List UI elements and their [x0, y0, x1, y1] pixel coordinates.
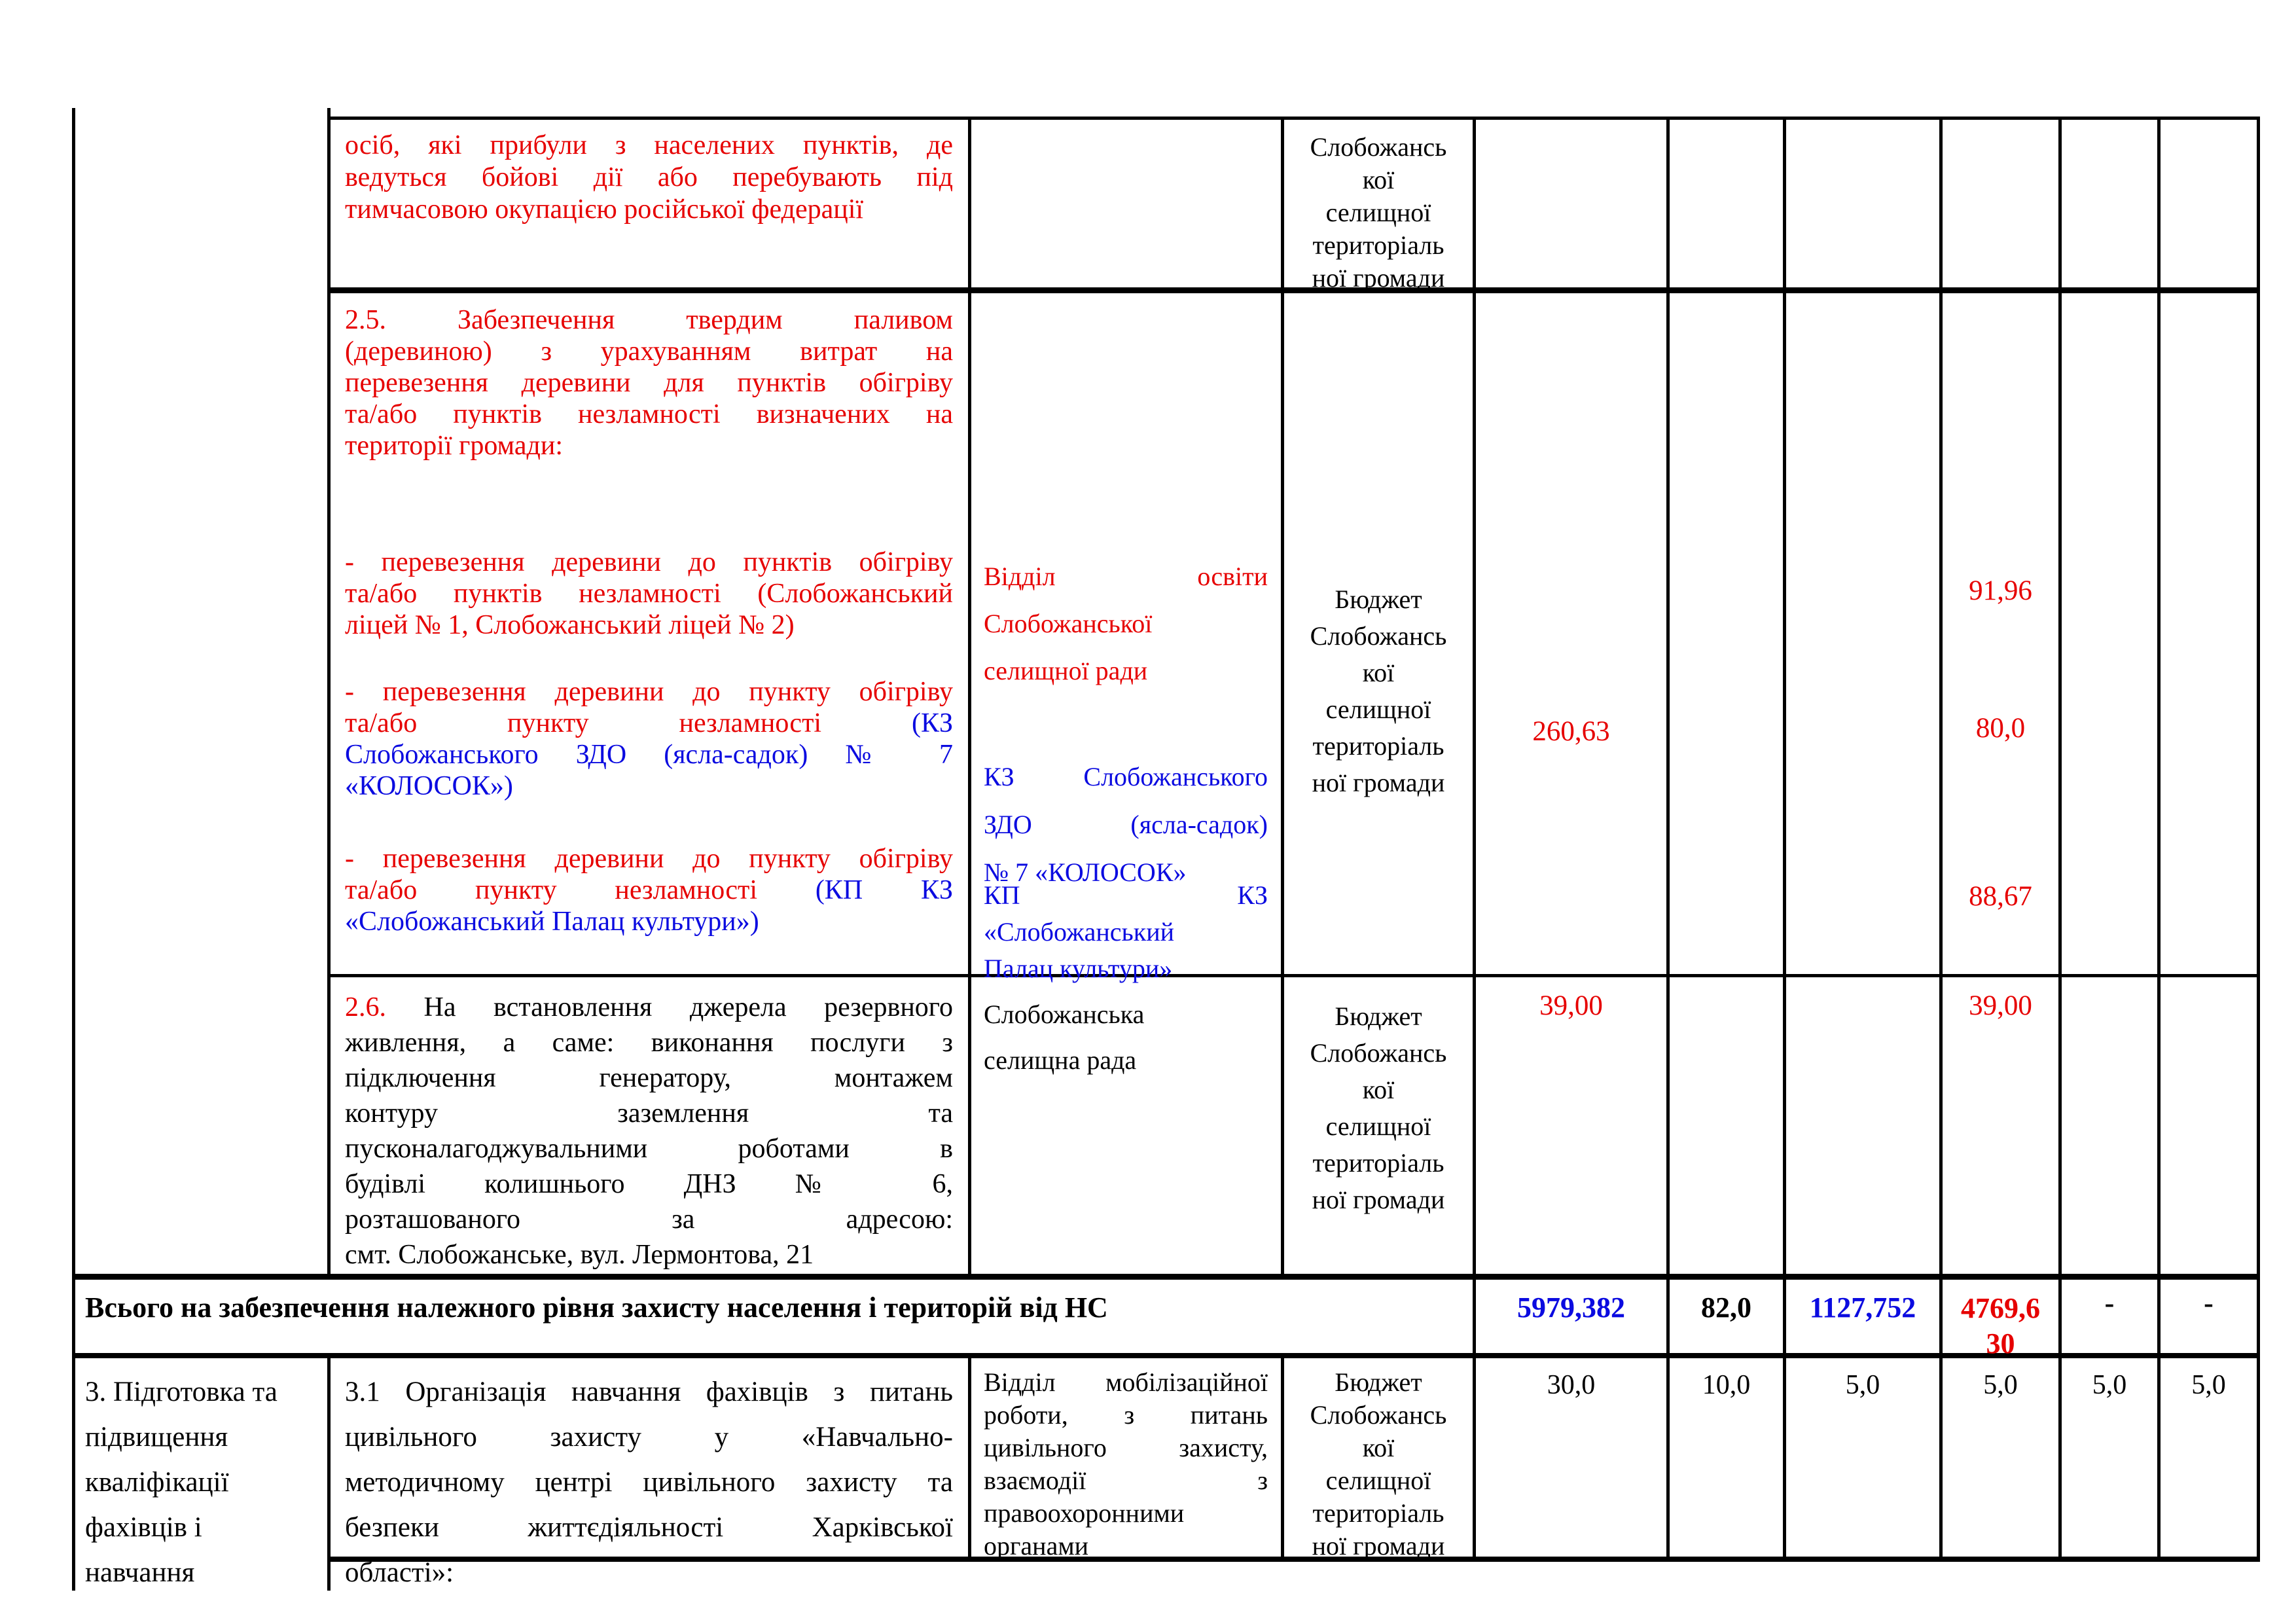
text-line: Бюджет	[1335, 1001, 1422, 1031]
cell-row31-amount-col10: 5,0	[2191, 1370, 2226, 1400]
text-line: - перевезення деревини до пункту обігріву	[345, 844, 953, 874]
text-line: безпеки життєдіяльності Харківської	[345, 1512, 953, 1543]
text-line: «КОЛОСОК»)	[345, 771, 513, 801]
text-line: «Слобожанський	[984, 917, 1175, 947]
table-border-v-col4-right	[1473, 117, 1476, 1558]
table-border-v-col5-right	[1666, 117, 1670, 1558]
cell-row26-funding-source	[1284, 998, 1473, 1218]
cell-row31-amount-total: 30,0	[1547, 1370, 1596, 1400]
text-line: кваліфікації	[85, 1467, 229, 1498]
text-line: КП КЗ	[984, 880, 1268, 910]
text-line: ної громади	[1312, 768, 1445, 797]
text-line: ведуться бойові дії або перебувають під	[345, 162, 953, 192]
cell-row31-amount-col9: 5,0	[2092, 1370, 2127, 1400]
cell-row31-measure-text	[345, 1369, 953, 1595]
text-line: Слобожансь	[1310, 1400, 1447, 1430]
cell-rowA-measure-text	[345, 130, 953, 226]
text-line: селищної	[1325, 198, 1431, 227]
text-line: Слобожанська	[984, 1000, 1145, 1029]
text-blue-part: (КП КЗ	[815, 875, 954, 905]
text-line: Слобожансь	[1310, 132, 1447, 162]
table-border-v-right-edge	[2257, 117, 2260, 1561]
text-line: кої	[1362, 658, 1395, 687]
cell-total-amount-col8	[1943, 1291, 2058, 1362]
text-line: кої	[1362, 1433, 1395, 1462]
text-line	[345, 990, 953, 1025]
cell-row25-org-palace	[984, 877, 1268, 987]
cell-row31-amount-col6: 10,0	[1702, 1370, 1751, 1400]
text-line: цивільного захисту,	[984, 1433, 1268, 1462]
table-border-v-col8-right	[2058, 117, 2062, 1558]
text-line: КЗ Слобожанського	[984, 762, 1268, 791]
table-border-h-total-top	[72, 1274, 2260, 1280]
cell-section3-category	[85, 1369, 321, 1595]
text-line: розташованого за адресою:	[345, 1204, 953, 1235]
text-line: Слобожансь	[1310, 621, 1447, 651]
table-border-h-row25-bottom	[329, 974, 2258, 977]
table-border-v-col6-right	[1783, 117, 1786, 1558]
text-line: Бюджет	[1335, 585, 1422, 614]
cell-row31-funding-source	[1284, 1366, 1473, 1562]
text-line: 3. Підготовка та	[85, 1377, 278, 1407]
text-line: № 7 «КОЛОСОК»	[984, 857, 1187, 887]
cell-row25-funding-source	[1284, 581, 1473, 801]
text-line: методичному центрі цивільного захисту та	[345, 1467, 953, 1498]
text-line: 30	[1986, 1327, 2015, 1360]
text-blue-part: (КЗ	[911, 708, 953, 738]
cell-total-label: Всього на забезпечення належного рівня захисту населення і територій від НС	[85, 1291, 1108, 1324]
text-line: роботи, з питань	[984, 1400, 1268, 1430]
text-line: перевезення деревини для пунктів обігріву	[345, 368, 953, 398]
text-line: живлення, а саме: виконання послуги з	[345, 1028, 953, 1058]
text-line: та/або пунктів незламності визначених на	[345, 399, 953, 429]
text-line	[345, 875, 953, 906]
text-line: взаємодії з	[984, 1466, 1268, 1495]
text-line: територіаль	[1312, 230, 1444, 260]
text-line: ліцей № 1, Слобожанський ліцей № 2)	[345, 610, 795, 640]
text-line: селищної	[1325, 1111, 1431, 1141]
text-line: фахівців і	[85, 1512, 202, 1543]
text-line: підключення генератору, монтажем	[345, 1063, 953, 1093]
measure-number: 2.6.	[345, 992, 386, 1022]
text-line: селищної	[1325, 1466, 1431, 1495]
table-border-v-col1-right-lower	[327, 1356, 331, 1591]
table-border-h-top	[329, 117, 2258, 120]
text-line: кої	[1362, 165, 1395, 194]
text-line: 3.1 Організація навчання фахівців з питань	[345, 1377, 953, 1407]
cell-rowA-funding-source	[1284, 131, 1473, 295]
cell-row25-sub-kolosok	[345, 676, 953, 802]
cell-total-amount-col6: 82,0	[1701, 1291, 1751, 1324]
cell-row25-amount-kolosok: 80,0	[1975, 713, 2026, 744]
cell-row25-amount-palace: 88,67	[1969, 881, 2032, 912]
cell-row25-sub-palace	[345, 843, 953, 937]
cell-row25-sub-lyceum	[345, 547, 953, 641]
text-line: цивільного захисту у «Навчально-	[345, 1422, 953, 1453]
cell-row25-amount-lyceum: 91,96	[1969, 575, 2032, 606]
text-line: селищної ради	[984, 656, 1148, 685]
text-line: ної громади	[1312, 1531, 1445, 1561]
text-line: територіаль	[1312, 731, 1444, 761]
table-border-v-col1-right-upper	[327, 108, 331, 1276]
text-line: Бюджет	[1335, 1367, 1422, 1397]
text-line: території громади:	[345, 431, 563, 461]
text-line: органами	[984, 1531, 1089, 1561]
text-line: селищної	[1325, 695, 1431, 724]
text-red-part: та/або пункту незламності	[345, 708, 822, 738]
cell-row25-amount-total: 260,63	[1532, 716, 1610, 747]
cell-row26-amount-total: 39,00	[1539, 990, 1603, 1021]
text-line	[345, 708, 953, 739]
text-line: ної громади	[1312, 1185, 1445, 1214]
text-line: підвищення	[85, 1422, 228, 1453]
text-line: Палац культури»	[984, 954, 1173, 983]
cell-row25-measure-heading	[345, 304, 953, 461]
table-border-h-total-bottom	[72, 1353, 2260, 1358]
text-line: пусконалагоджувальними роботами в	[345, 1134, 953, 1164]
text-line: Слобожанського ЗДО (ясла-садок) № 7	[345, 740, 953, 770]
text-line: будівлі колишнього ДНЗ № 6,	[345, 1169, 953, 1199]
cell-total-amount-overall: 5979,382	[1517, 1291, 1625, 1324]
text-line: - перевезення деревини до пунктів обігріву	[345, 547, 953, 577]
cell-total-dash-col10: -	[2204, 1287, 2214, 1319]
text-line: контуру заземлення та	[345, 1098, 953, 1128]
text-line: 2.5. Забезпечення твердим паливом	[345, 305, 953, 335]
text-line: ЗДО (ясла-садок)	[984, 810, 1268, 839]
text-line: правоохоронними	[984, 1498, 1185, 1528]
text-line: територіаль	[1312, 1498, 1444, 1528]
cell-row31-org	[984, 1366, 1268, 1562]
cell-row25-org-education	[984, 553, 1268, 695]
text-line: тимчасовою окупацією російської федерації	[345, 194, 864, 225]
text-line: навчання	[85, 1557, 195, 1588]
text-line: селищна рада	[984, 1045, 1137, 1075]
text-line: області»:	[345, 1557, 454, 1588]
table-border-v-col1-left	[72, 108, 75, 1591]
table-border-v-col2-right-lower	[968, 1356, 971, 1558]
cell-row31-amount-col7: 5,0	[1845, 1370, 1880, 1400]
table-border-v-col9-right	[2157, 117, 2161, 1558]
cell-total-amount-col7: 1127,752	[1809, 1291, 1916, 1324]
text-black-part: На встановлення джерела резервного	[386, 992, 953, 1022]
cell-row31-amount-col8: 5,0	[1983, 1370, 2018, 1400]
text-line: та/або пунктів незламності (Слобожанський	[345, 579, 953, 609]
text-line: ної громади	[1312, 263, 1445, 293]
text-line: Відділ мобілізаційної	[984, 1367, 1268, 1397]
text-line: Слобожансь	[1310, 1038, 1447, 1068]
cell-row26-org	[984, 992, 1268, 1083]
cell-row26-amount-col8: 39,00	[1969, 990, 2032, 1021]
text-line: (деревиною) з урахуванням витрат на	[345, 336, 953, 367]
cell-row25-org-kolosok	[984, 753, 1268, 896]
text-line: кої	[1362, 1075, 1395, 1104]
text-line: Відділ освіти	[984, 562, 1268, 591]
cell-total-dash-col9: -	[2104, 1287, 2115, 1319]
cell-row26-measure-text	[345, 990, 953, 1272]
text-line: смт. Слобожанське, вул. Лермонтова, 21	[345, 1240, 814, 1270]
text-line: «Слобожанський Палац культури»)	[345, 907, 759, 937]
text-line: Слобожанської	[984, 609, 1153, 638]
text-line: осіб, які прибули з населених пунктів, де	[345, 130, 953, 160]
text-line: територіаль	[1312, 1148, 1444, 1178]
text-red-part: та/або пункту незламності	[345, 875, 757, 905]
text-line: 4769,6	[1961, 1292, 2040, 1324]
text-line: - перевезення деревини до пункту обігріву	[345, 677, 953, 707]
